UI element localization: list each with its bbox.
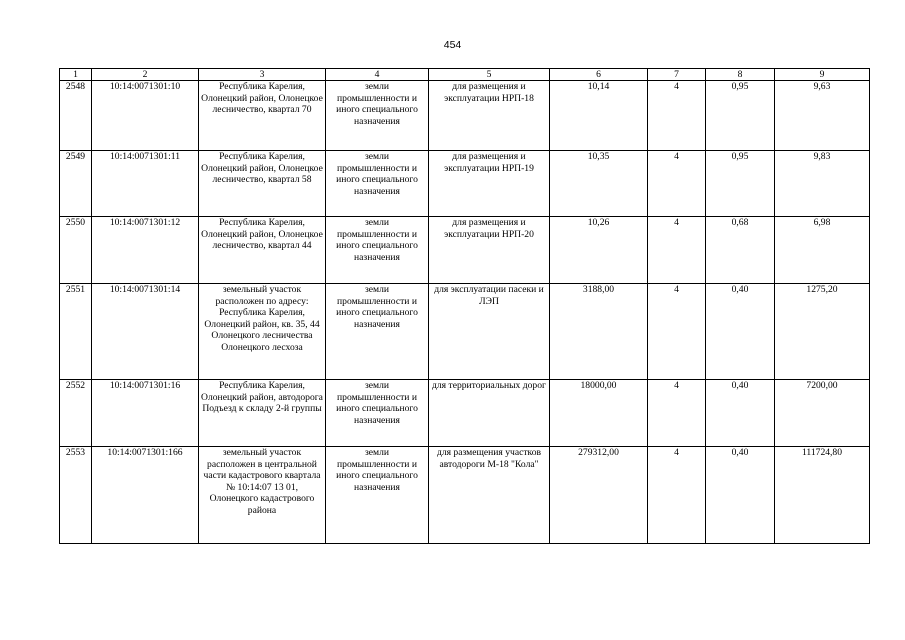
rate: 0,40 [706, 447, 775, 544]
table-body [60, 81, 870, 544]
permitted-use: для размещения и эксплуатации НРП-20 [429, 217, 550, 284]
table-row [60, 447, 870, 544]
header-col-1: 1 [60, 69, 92, 81]
table-header [60, 69, 870, 81]
sum: 111724,80 [775, 447, 870, 544]
row-number: 2549 [60, 151, 92, 217]
area: 3188,00 [550, 284, 648, 380]
header-col-2: 2 [92, 69, 199, 81]
cadastral-number: 10:14:0071301:166 [92, 447, 199, 544]
header-col-7: 7 [648, 69, 706, 81]
rate: 0,68 [706, 217, 775, 284]
row-number: 2551 [60, 284, 92, 380]
land-category: земли промышленности и иного специального назначения [326, 380, 429, 447]
location: Республика Карелия, Олонецкий район, автодорога Подъезд к складу 2-й группы [199, 380, 326, 447]
header-col-8: 8 [706, 69, 775, 81]
location: Республика Карелия, Олонецкий район, Олонецкое лесничество, квартал 70 [199, 81, 326, 151]
location: земельный участок расположен в центральной части кадастрового квартала № 10:14:07 13 01, Олонецкого кадастрового района [199, 447, 326, 544]
area: 279312,00 [550, 447, 648, 544]
row-number: 2553 [60, 447, 92, 544]
permitted-use: для эксплуатации пасеки и ЛЭП [429, 284, 550, 380]
cadastral-number: 10:14:0071301:14 [92, 284, 199, 380]
location: Республика Карелия, Олонецкий район, Олонецкое лесничество, квартал 58 [199, 151, 326, 217]
rate: 0,40 [706, 284, 775, 380]
header-col-5: 5 [429, 69, 550, 81]
cadastral-number: 10:14:0071301:16 [92, 380, 199, 447]
land-category: земли промышленности и иного специального назначения [326, 217, 429, 284]
header-col-6: 6 [550, 69, 648, 81]
header-col-3: 3 [199, 69, 326, 81]
table-row [60, 217, 870, 284]
percent: 4 [648, 81, 706, 151]
location: Республика Карелия, Олонецкий район, Олонецкое лесничество, квартал 44 [199, 217, 326, 284]
row-number: 2552 [60, 380, 92, 447]
permitted-use: для территориальных дорог [429, 380, 550, 447]
area: 10,35 [550, 151, 648, 217]
sum: 9,63 [775, 81, 870, 151]
percent: 4 [648, 151, 706, 217]
header-col-9: 9 [775, 69, 870, 81]
area: 10,14 [550, 81, 648, 151]
sum: 7200,00 [775, 380, 870, 447]
land-registry-table [59, 68, 870, 544]
table-row [60, 81, 870, 151]
area: 18000,00 [550, 380, 648, 447]
rate: 0,95 [706, 81, 775, 151]
land-category: земли промышленности и иного специального назначения [326, 81, 429, 151]
permitted-use: для размещения и эксплуатации НРП-18 [429, 81, 550, 151]
sum: 9,83 [775, 151, 870, 217]
table-row [60, 151, 870, 217]
cadastral-number: 10:14:0071301:12 [92, 217, 199, 284]
percent: 4 [648, 380, 706, 447]
header-col-4: 4 [326, 69, 429, 81]
land-category: земли промышленности и иного специального назначения [326, 151, 429, 217]
permitted-use: для размещения участков автодороги М-18 "Кола" [429, 447, 550, 544]
location: земельный участок расположен по адресу: Республика Карелия, Олонецкий район, кв. 35, 44 Олонецкого лесничества Олонецкого лесхоза [199, 284, 326, 380]
land-category: земли промышленности и иного специального назначения [326, 447, 429, 544]
percent: 4 [648, 447, 706, 544]
row-number: 2548 [60, 81, 92, 151]
table-row [60, 380, 870, 447]
area: 10,26 [550, 217, 648, 284]
rate: 0,40 [706, 380, 775, 447]
sum: 1275,20 [775, 284, 870, 380]
rate: 0,95 [706, 151, 775, 217]
header-row [60, 69, 870, 81]
page-number: 454 [443, 39, 462, 51]
table-row [60, 284, 870, 380]
cadastral-number: 10:14:0071301:10 [92, 81, 199, 151]
percent: 4 [648, 284, 706, 380]
permitted-use: для размещения и эксплуатации НРП-19 [429, 151, 550, 217]
cadastral-number: 10:14:0071301:11 [92, 151, 199, 217]
percent: 4 [648, 217, 706, 284]
land-category: земли промышленности и иного специального назначения [326, 284, 429, 380]
sum: 6,98 [775, 217, 870, 284]
row-number: 2550 [60, 217, 92, 284]
